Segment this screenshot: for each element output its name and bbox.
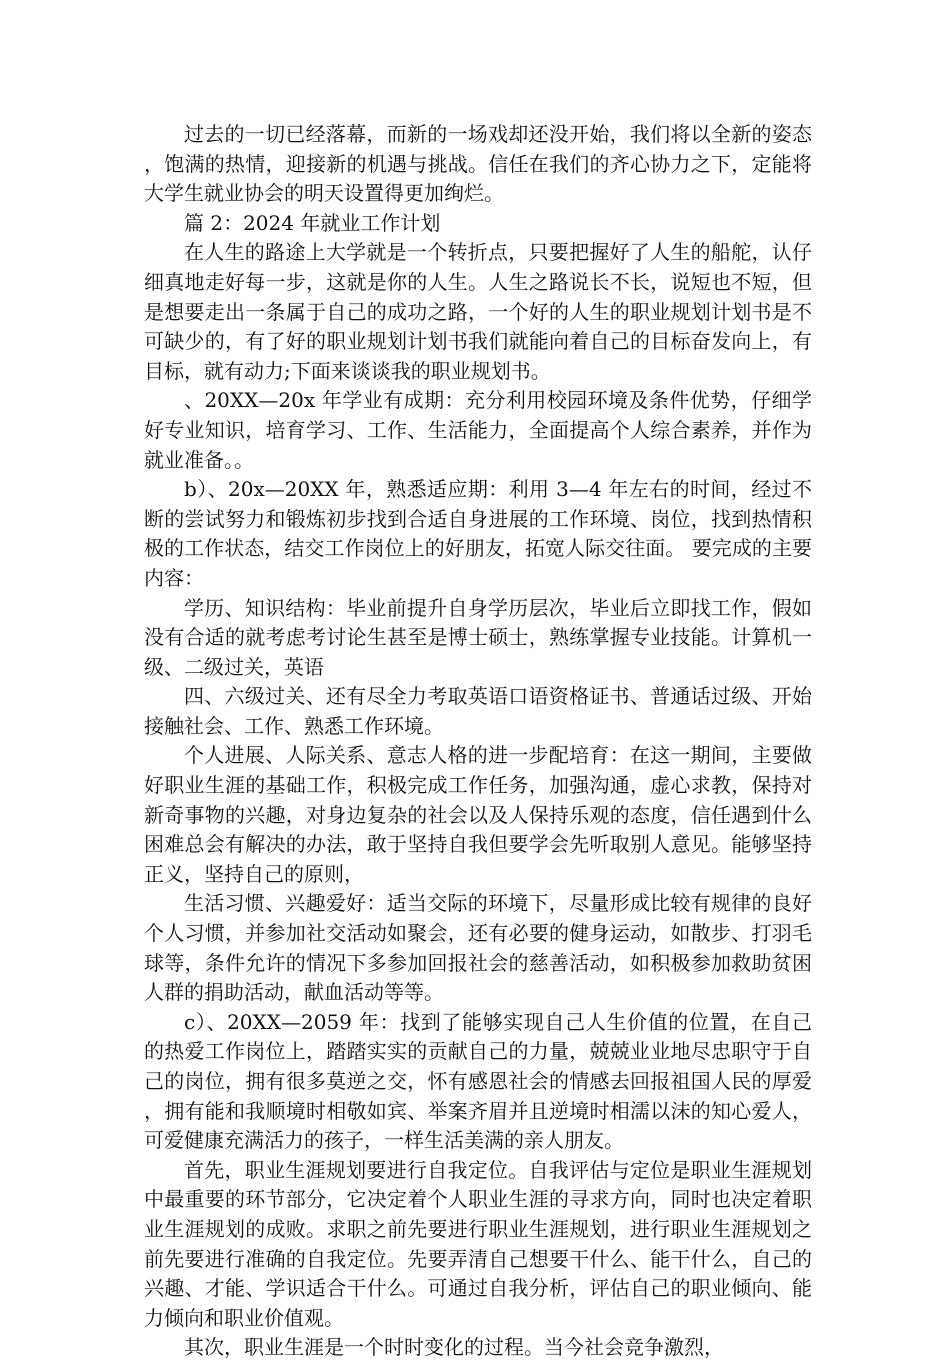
section-heading: 篇 2：2024 年就业工作计划 (184, 210, 441, 235)
paragraph-certificates: 四、六级过关、还有尽全力考取英语口语资格证书、普通话过级、开始接触社会、工作、熟悉工作环境。 (144, 684, 812, 738)
document-body (144, 120, 812, 1363)
paragraph-education: 学历、知识结构：毕业前提升自身学历层次，毕业后立即找工作，假如没有合适的就考虑考讨论生甚至是博士硕士，熟练掌握专业技能。计算机一级、二级过关，英语 (144, 595, 812, 679)
paragraph-closing: 过去的一切已经落幕，而新的一场戏却还没开始，我们将以全新的姿态，饱满的热情，迎接新的机遇与挑战。信任在我们的齐心协力之下，定能将大学生就业协会的明天设置得更加绚烂。 (144, 122, 812, 206)
paragraph-first: 首先，职业生涯规划要进行自我定位。自我评估与定位是职业生涯规划中最重要的环节部分，它决定着个人职业生涯的寻求方向，同时也决定着职业生涯规划的成败。求职之前先要进行职业生涯规划，进行职业生涯规划之前先要进行准确的自我定位。先要弄清自己想要干什么、能干什么，自己的兴趣、才能、学识适合干什么。可通过自我分析，评估自己的职业倾向、能力倾向和职业价值观。 (144, 1157, 812, 1330)
paragraph-stage-c: c）、20XX—2059 年：找到了能够实现自己人生价值的位置，在自己的热爱工作岗位上，踏踏实实的贡献自己的力量，兢兢业业地尽忠职守于自己的岗位，拥有很多莫逆之交，怀有感恩社会的情感去回报祖国人民的厚爱，拥有能和我顺境时相敬如宾、举案齐眉并且逆境时相濡以沫的知心爱人，可爱健康充满活力的孩子，一样生活美满的亲人朋友。 (144, 1009, 812, 1153)
paragraph-intro: 在人生的路途上大学就是一个转折点，只要把握好了人生的船舵，认仔细真地走好每一步，这就是你的人生。人生之路说长不长，说短也不短，但是想要走出一条属于自己的成功之路，一个好的人生的职业规划计划书是不可缺少的，有了好的职业规划计划书我们就能向着自己的目标奋发向上，有目标，就有动力;下面来谈谈我的职业规划书。 (144, 240, 812, 383)
paragraph-second: 其次，职业生涯是一个时时变化的过程。当今社会竞争激烈， (184, 1335, 724, 1360)
paragraph-stage-b: b）、20x—20XX 年，熟悉适应期：利用 3—4 年左右的时间，经过不断的尝试努力和锻炼初步找到合适自身进展的工作环境、岗位，找到热情积极的工作状态，结交工作岗位上的好朋友，拓宽人际交往面。 要完成的主要内容： (144, 477, 812, 590)
paragraph-habits: 生活习惯、兴趣爱好：适当交际的环境下，尽量形成比较有规律的良好个人习惯，并参加社交活动如聚会，还有必要的健身运动，如散步、打羽毛球等，条件允许的情况下多参加回报社会的慈善活动，如积极参加救助贫困人群的捐助活动，献血活动等等。 (144, 891, 812, 1005)
paragraph-personal-growth: 个人进展、人际关系、意志人格的进一步配培育：在这一期间，主要做好职业生涯的基础工作，积极完成工作任务，加强沟通，虚心求教，保持对新奇事物的兴趣，对身边复杂的社会以及人保持乐观的态度，信任遇到什么困难总会有解决的办法，敢于坚持自我但要学会先听取别人意见。能够坚持正义，坚持自己的原则， (144, 743, 812, 886)
paragraph-stage-a: 、20XX—20x 年学业有成期：充分利用校园环境及条件优势，仔细学好专业知识，培育学习、工作、生活能力，全面提高个人综合素养，并作为就业准备。。 (144, 388, 812, 472)
